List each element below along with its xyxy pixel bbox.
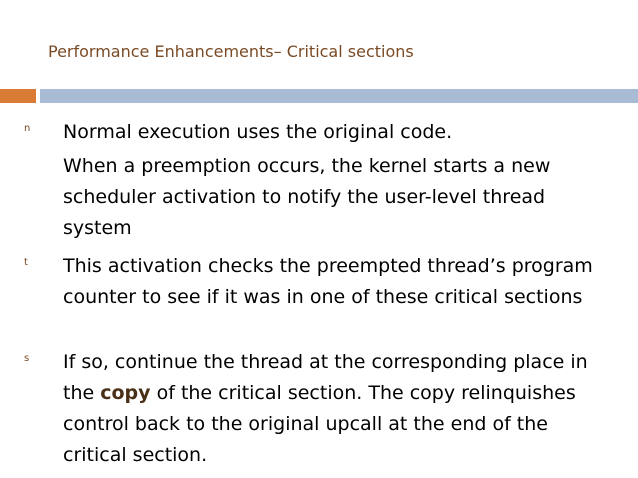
bullet-text: When a preemption occurs, the kernel starts a new scheduler activation to notify the user-level thread system [63,155,551,239]
bullet-text: This activation checks the preempted thread’s program counter to see if it was in one of these critical sections [63,255,593,308]
title-accent-bar [0,89,36,103]
bullet-marker: n [24,123,31,134]
bullet-marker: t [24,257,28,268]
slide-title: Performance Enhancements– Critical sections [48,42,414,61]
bullet-marker: s [24,353,30,364]
bullet-text: Normal execution uses the original code. [63,121,453,143]
bullet-text-after: of the critical section. The copy relinquishes control back to the original upcall at the end of the critical section. [63,382,576,466]
bullet-emphasis: copy [100,382,151,404]
bullet-text-before: If so, continue the thread at the corresponding place in the [63,351,588,404]
title-rule-bar [40,89,638,103]
bullet-text [63,347,613,471]
